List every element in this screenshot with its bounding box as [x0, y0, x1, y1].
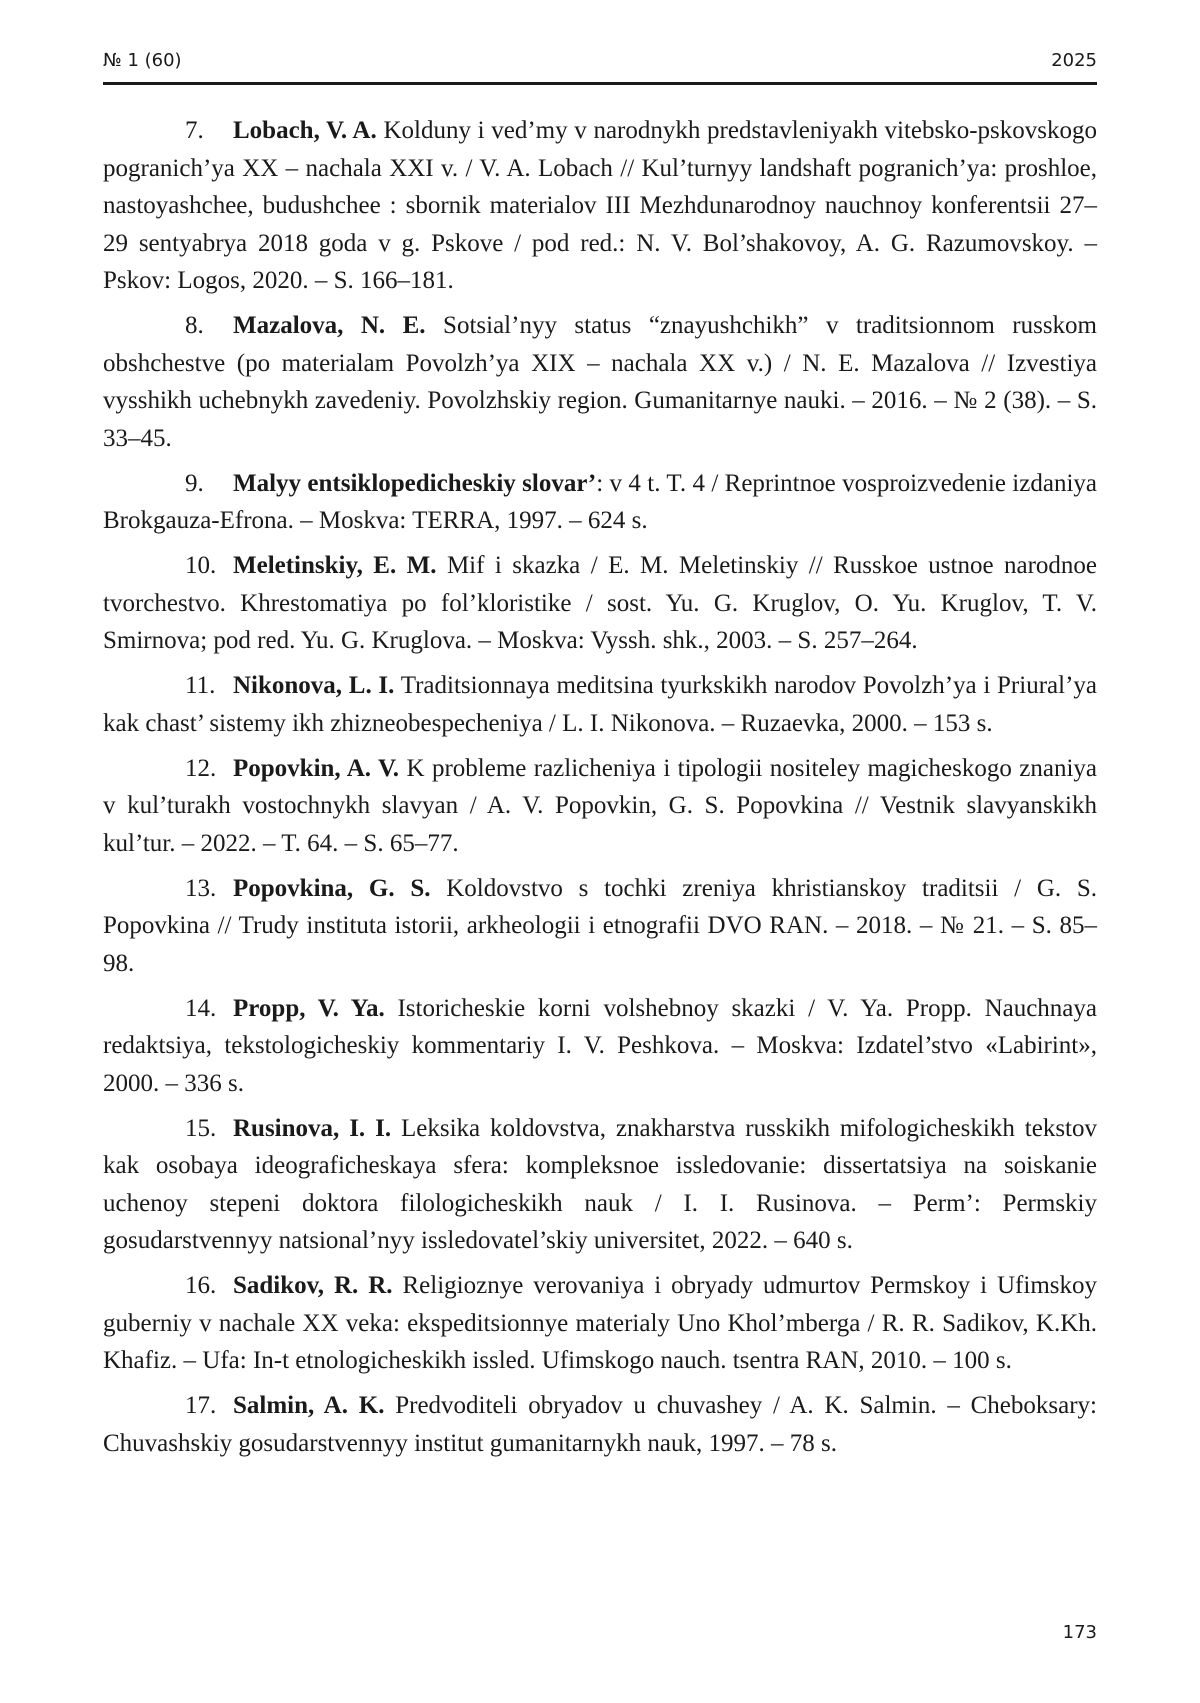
reference-text: Predvoditeli obryadov u chuvashey / A. K. Salmin. – Cheboksary: Chuvashskiy gosudarstvennyy institut gumanitarnykh nauk, 1997. – 78 s. [103, 1392, 1097, 1457]
reference-text: Traditsionnaya meditsina tyurkskikh narodov Povolzh’ya i Priural’ya kak chast’ sistemy ikh zhizneobespecheniya / L. I. Nikonova. – Ruzaevka, 2000. – 153 s. [103, 672, 1097, 737]
reference-text: : v 4 t. T. 4 / Reprintnoe vosproizvedenie izdaniya Brokgauza-Efrona. – Moskva: TERRA, 1997. – 624 s. [103, 469, 1097, 534]
reference-number: 7. [185, 117, 204, 144]
reference-list [103, 112, 1097, 1470]
reference-entry [103, 870, 1097, 983]
reference-number: 8. [185, 312, 204, 339]
page-number: 173 [1062, 1622, 1097, 1643]
reference-author: Popovkin, A. V. [233, 754, 400, 782]
reference-entry [103, 1110, 1097, 1260]
reference-number: 9. [185, 469, 204, 497]
reference-text: Istoricheskie korni volshebnoy skazki / V. Ya. Propp. Nauchnaya redaktsiya, tekstologicheskiy kommentariy I. V. Peshkova. – Moskva: Izdatel’stvo «Labirint», 2000. – 336 s. [103, 994, 1098, 1097]
reference-number: 15. [185, 1114, 217, 1142]
reference-number: 11. [185, 672, 216, 699]
reference-author: Malyy entsiklopedicheskiy slovar’ [233, 469, 597, 497]
reference-author: Sadikov, R. R. [233, 1272, 393, 1299]
reference-author: Propp, V. Ya. [233, 994, 385, 1022]
running-header [103, 46, 1097, 85]
issue-number: № 1 (60) [103, 50, 182, 71]
reference-entry [103, 547, 1097, 660]
reference-entry [103, 667, 1097, 742]
reference-author: Rusinova, I. I. [233, 1114, 392, 1142]
reference-entry [103, 465, 1097, 540]
reference-text: Kolduny i ved’my v narodnykh predstavleniyakh vitebsko-pskovskogo pogranich’ya XX – nachala XXI v. / V. A. Lobach // Kul’turnyy landshaft pogranich’ya: proshloe, nastoyashchee, budushchee : sbornik materialov III Mezhdunarodnoy nauchnoy konferentsii 27–29 sentyabrya 2018 goda v g. Pskove / pod red.: N. V. Bol’shakovoy, A. G. Razumovskoy. – Pskov: Logos, 2020. – S. 166–181. [103, 117, 1098, 294]
reference-author: Nikonova, L. I. [233, 672, 395, 699]
reference-author: Salmin, A. K. [233, 1392, 385, 1419]
reference-number: 12. [185, 754, 217, 782]
reference-number: 14. [185, 994, 217, 1022]
reference-entry [103, 112, 1097, 300]
reference-number: 16. [185, 1272, 217, 1299]
reference-number: 10. [185, 552, 217, 579]
reference-entry [103, 750, 1097, 863]
reference-entry [103, 1267, 1097, 1380]
reference-author: Meletinskiy, E. M. [233, 552, 437, 579]
reference-number: 17. [185, 1392, 217, 1419]
reference-entry [103, 1387, 1097, 1462]
reference-author: Popovkina, G. S. [233, 874, 431, 902]
reference-author: Lobach, V. A. [233, 117, 377, 144]
reference-text: Sotsial’nyy status “znayushchikh” v traditsionnom russkom obshchestve (po materialam Povolzh’ya XIX – nachala XX v.) / N. E. Mazalova // Izvestiya vysshikh uchebnykh zavedeniy. Povolzhskiy region. Gumanitarnye nauki. – 2016. – № 2 (38). – S. 33–45. [103, 312, 1098, 452]
reference-text: Leksika koldovstva, znakharstva russkikh mifologicheskikh tekstov kak osobaya ideograficheskaya sfera: kompleksnoe issledovanie: dissertatsiya na soiskanie uchenoy stepeni doktora filologicheskikh nauk / I. I. Rusinova. – Perm’: Permskiy gosudarstvennyy natsional’nyy issledovatel’skiy universitet, 2022. – 640 s. [103, 1114, 1097, 1254]
reference-text: Mif i skazka / E. M. Meletinskiy // Russkoe ustnoe narodnoe tvorchestvo. Khrestomatiya po fol’kloristike / sost. Yu. G. Kruglov, O. Yu. Kruglov, T. V. Smirnova; pod red. Yu. G. Kruglova. – Moskva: Vyssh. shk., 2003. – S. 257–264. [103, 552, 1097, 654]
publication-year: 2025 [1051, 50, 1097, 71]
reference-text: Religioznye verovaniya i obryady udmurtov Permskoy i Ufimskoy guberniy v nachale XX veka: ekspeditsionnye materialy Uno Khol’mberga / R. R. Sadikov, K.Kh. Khafiz. – Ufa: In-t etnologicheskikh issled. Ufimskogo nauch. tsentra RAN, 2010. – 100 s. [103, 1272, 1098, 1374]
reference-number: 13. [185, 874, 217, 902]
reference-entry [103, 307, 1097, 457]
reference-text: Koldovstvo s tochki zreniya khristianskoy traditsii / G. S. Popovkina // Trudy instituta istorii, arkheologii i etnografii DVO RAN. – 2018. – № 21. – S. 85–98. [103, 874, 1098, 977]
reference-author: Mazalova, N. E. [233, 312, 426, 339]
reference-entry [103, 990, 1097, 1103]
reference-text: K probleme razlicheniya i tipologii nositeley magicheskogo znaniya v kul’turakh vostochnykh slavyan / A. V. Popovkin, G. S. Popovkina // Vestnik slavyanskikh kul’tur. – 2022. – T. 64. – S. 65–77. [103, 754, 1098, 857]
